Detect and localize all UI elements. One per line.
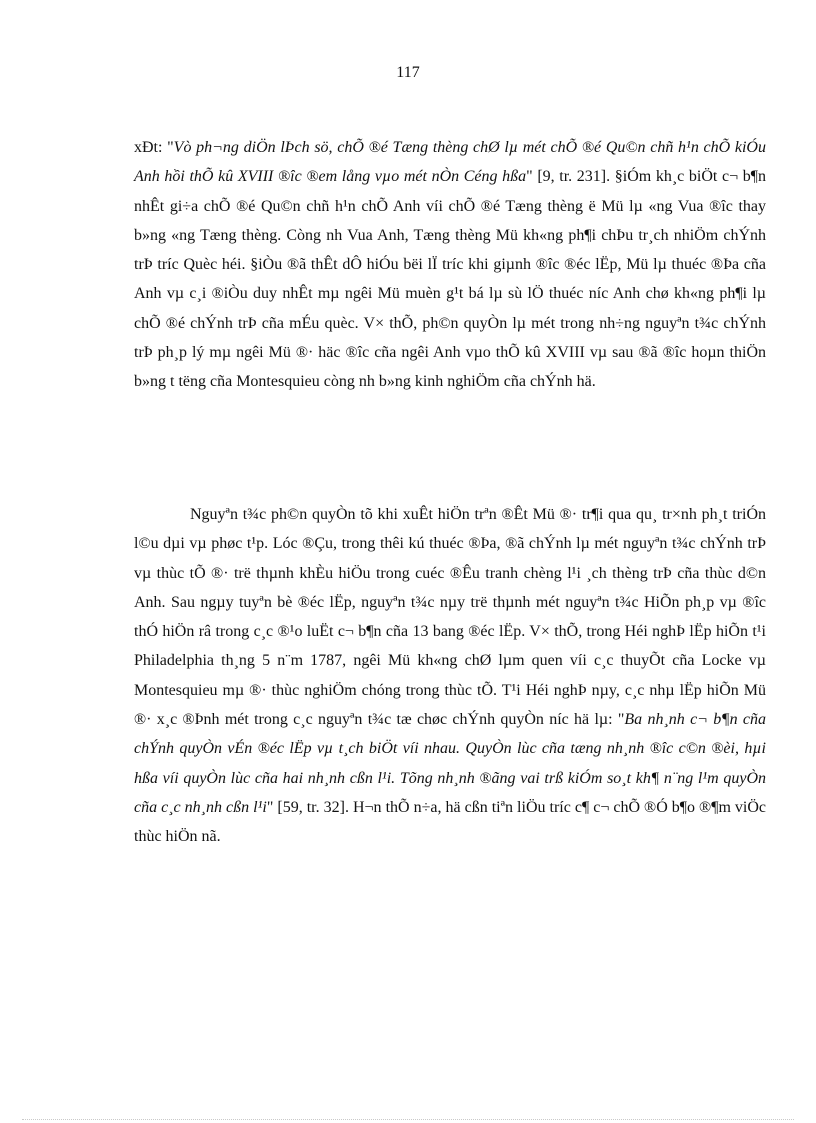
paragraph-1 bbox=[134, 133, 766, 397]
paragraph-1-quote: Vò ph¬ng diÖn lÞch sö, chÕ ®é Tæng thèng chØ lµ mét chÕ ®é Qu©n chñ h¹n chÕ kiÓu Anh hồi thÕ kû XVIII ®îc ®em lång vµo mét nÒn Céng hßa bbox=[134, 139, 766, 186]
paragraph-1-lead: xĐt: " bbox=[134, 139, 174, 156]
paragraph-1-body: " [9, tr. 231]. §iÓm kh¸c biÖt c¬ b¶n nhÊt gi÷a chÕ ®é Qu©n chñ h¹n chÕ Anh víi chÕ ®é Tæng thèng ë Mü lµ «ng Vua ®îc thay b»ng «ng Tæng thèng. Còng nh Vua Anh, Tæng thèng Mü kh«ng ph¶i chÞu tr¸ch nhiÖm chÝnh trÞ tríc Quèc héi. §iÒu ®ã thÊt dÔ hiÓu bëi lÏ tríc khi giµnh ®îc ®éc lËp, Mü lµ thuéc ®Þa cña Anh vµ c¸i ®iÒu duy nhÊt mµ ngêi Mü muèn g¹t bá lµ sù lÖ thuéc níc Anh chø kh«ng ph¶i lµ chÕ ®é chÝnh trÞ cña mÉu quèc. V× thÕ, ph©n quyÒn lµ mét trong nh÷ng nguyªn t¾c chÝnh trÞ ph¸p lý mµ ngêi Mü ®· häc ®îc cña ngêi Anh vµo thÕ kû XVIII vµ sau ®ã ®îc hoµn thiÖn b»ng t tëng cña Montesquieu còng nh b»ng kinh nghiÖm cña chÝnh hä. bbox=[134, 168, 766, 391]
page-number: 117 bbox=[396, 64, 420, 81]
paragraph-2-quote: Ba nh¸nh c¬ b¶n cña chÝnh quyÒn vÉn ®éc lËp vµ t¸ch biÖt víi nhau. QuyÒn lùc cña tæng nh¸nh ®îc c©n ®èi, hµi hßa víi quyÒn lùc cña hai nh¸nh cßn l¹i. Tõng nh¸nh ®ãng vai trß kiÓm so¸t kh¶ n¨ng l¹m quyÒn cña c¸c nh¸nh cßn l¹i bbox=[134, 711, 767, 816]
paragraph-2-body: Nguyªn t¾c ph©n quyÒn tõ khi xuÊt hiÖn trªn ®Êt Mü ®· tr¶i qua qu¸ tr×nh ph¸t triÓn l©u dµi vµ phøc t¹p. Lóc ®Çu, trong thêi kú thuéc ®Þa, ®ã chÝnh lµ mét nguyªn t¾c chÝnh trÞ vµ thùc tÕ ®· trë thµnh khÈu hiÖu trong cuéc ®Êu tranh chèng l¹i ¸ch thèng trÞ cña thùc d©n Anh. Sau ngµy tuyªn bè ®éc lËp, nguyªn t¾c nµy trë thµnh mét nguyªn t¾c HiÕn ph¸p vµ ®îc thÓ hiÖn râ trong c¸c ®¹o luËt c¬ b¶n cña 13 bang ®éc lËp. V× thÕ, trong Héi nghÞ lËp hiÕn t¹i Philadelphia th¸ng 5 n¨m 1787, ngêi Mü kh«ng chØ lµm quen víi c¸c thuyÕt cña Locke vµ Montesquieu mµ ®· thùc nghiÖm chóng trong thùc tÕ. T¹i Héi nghÞ nµy, c¸c nhµ lËp hiÕn Mü ®· x¸c ®Þnh mét trong c¸c nguyªn t¾c tæ chøc chÝnh quyÒn níc hä lµ: " bbox=[134, 506, 766, 729]
paragraph-2-tail: " [59, tr. 32]. H¬n thÕ n÷a, hä cßn tiªn liÖu tríc c¶ c¬ chÕ ®Ó b¶o ®¶m viÖc thùc hiÖn nã. bbox=[134, 798, 767, 846]
paragraph-2 bbox=[134, 500, 766, 852]
page-bottom-divider bbox=[22, 1119, 794, 1120]
